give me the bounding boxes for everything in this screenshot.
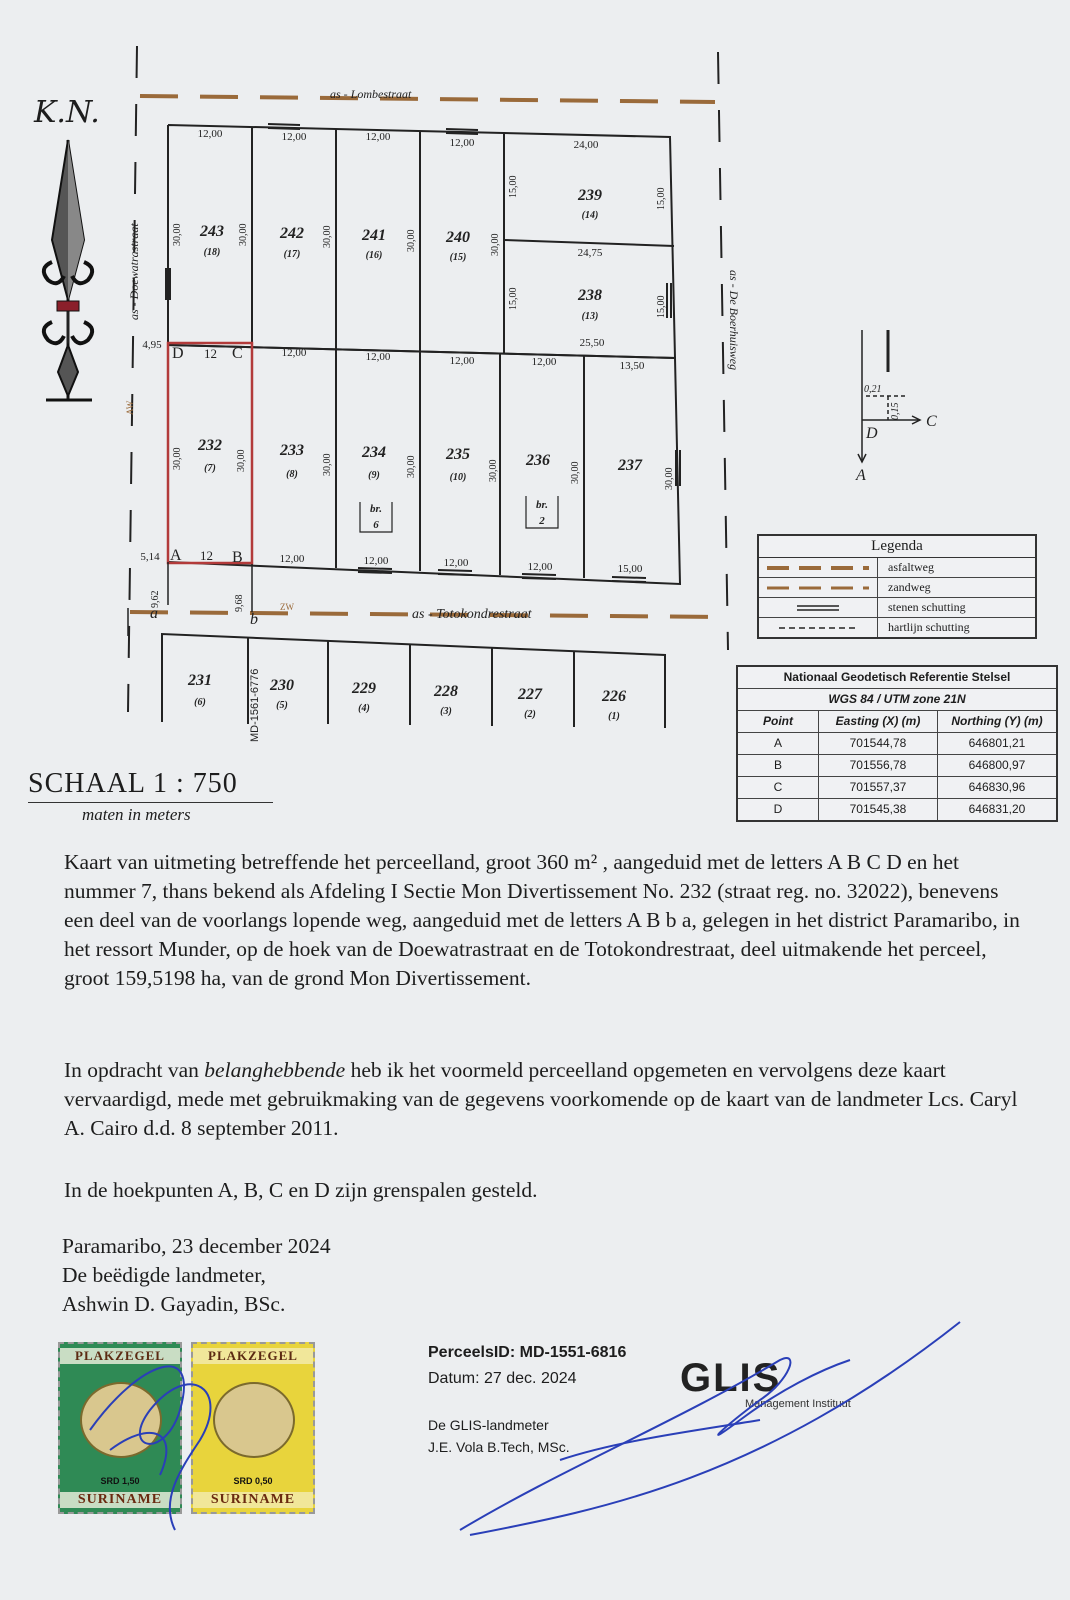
lot-number: 234: [362, 444, 386, 461]
dim-label: 30,00: [236, 449, 247, 472]
corner-point-a-lower: a: [150, 605, 158, 622]
lot-subnumber: (17): [283, 249, 301, 260]
lot-number: 242: [280, 225, 304, 242]
parcel-id-vertical: MD-1561-6776: [249, 668, 261, 742]
dim-label: 12: [200, 548, 213, 563]
dim-label: 30,00: [664, 467, 675, 490]
lot-number: 228: [434, 683, 458, 700]
lot-number: 231: [188, 672, 212, 689]
corner-point-b-lower: b: [250, 611, 258, 628]
lot-subnumber: (1): [608, 711, 620, 722]
lot-number: 235: [446, 446, 470, 463]
dim-label: 9,62: [150, 590, 161, 608]
dim-label: 12,00: [365, 131, 391, 143]
table-cell: 701544,78: [819, 733, 938, 754]
signer-name: Ashwin D. Gayadin, BSc.: [62, 1292, 286, 1316]
signer-role: De beëdigde landmeter,: [62, 1263, 266, 1287]
inset-point-a: A: [856, 467, 866, 484]
header-cell: Point: [738, 711, 819, 732]
building-label: 6: [373, 519, 379, 531]
dim-label: 15,00: [656, 187, 667, 210]
lot-subnumber: (6): [194, 697, 206, 708]
asphalt-road-symbol: [759, 558, 878, 577]
commission-paragraph: [64, 1056, 1024, 1143]
lot-number: 237: [618, 457, 642, 474]
dim-label: 12,00: [281, 347, 307, 359]
scale-block: [28, 768, 278, 825]
commission-text-start: In opdracht van: [64, 1058, 205, 1082]
north-arrow-icon: [44, 140, 92, 400]
dim-label: 13,50: [619, 360, 645, 372]
dim-label: 30,00: [322, 453, 333, 476]
survey-map: [0, 0, 1070, 760]
dim-label: 15,00: [508, 287, 519, 310]
north-label: K.N.: [34, 95, 100, 130]
description-text: Kaart van uitmeting betreffende het perceelland, groot 360 m² , aangeduid met de letters A B C D en het nummer 7, thans bekend als Afdeling I Sectie Mon Divertissement No. 232 (straat reg. no. 32022), benevens een deel van de voorlangs lopende weg, aangeduid met de letters A B b a, gelegen in het district Paramaribo, in het ressort Munder, op de hoek van de Doewatrastraat en de Totokondrestraat, deel uitmakende het perceel, groot 159,5198 ha, van de grond Mon Divertissement.: [64, 850, 1020, 990]
perceel-id: PerceelsID: MD-1551-6816: [428, 1344, 627, 1361]
scale-subtitle: maten in meters: [82, 805, 191, 824]
dim-label: 30,00: [406, 229, 417, 252]
scale-bar: [28, 802, 273, 803]
dim-label: 4,95: [142, 339, 162, 351]
table-cell: 701545,38: [819, 799, 938, 820]
table-cell: A: [738, 733, 819, 754]
glis-landmeter-role: De GLIS-landmeter: [428, 1417, 549, 1433]
commission-text-end: heb ik het voormeld perceelland opgemeten en vervolgens deze kaart vervaardigd, mede met gebruikmaking van de gegevens voorkomende op de kaart van de landmeter Lcs. Caryl A. Cairo d.d. 8 september 2011.: [64, 1058, 1018, 1140]
handwritten-signature: [0, 1300, 1070, 1600]
table-row: [738, 799, 1056, 820]
street-label-left: as - Doewatrastraat: [127, 223, 141, 320]
table-cell: 646831,20: [968, 802, 1026, 816]
stamp-country: SURINAME: [60, 1492, 180, 1508]
stamp-title: PLAKZEGEL: [60, 1348, 180, 1364]
table-cell: D: [738, 799, 819, 820]
stamp-country: SURINAME: [193, 1492, 313, 1508]
dim-label: 24,00: [573, 139, 599, 151]
legend-label: asfaltweg: [888, 560, 934, 574]
geodetic-table: [736, 665, 1058, 822]
dim-label: 30,00: [172, 447, 183, 470]
legend-row: [759, 598, 1035, 618]
table-cell: 701556,78: [819, 755, 938, 776]
dim-label: 12: [204, 346, 217, 361]
inset-dim: 0,15: [890, 402, 901, 420]
lot-subnumber: (7): [204, 463, 216, 474]
geo-table-subtitle: WGS 84 / UTM zone 21N: [828, 692, 966, 706]
commission-text-italic: belanghebbende: [204, 1058, 346, 1082]
dim-label: 25,50: [579, 337, 605, 349]
table-cell: 646801,21: [968, 736, 1026, 750]
stone-fence-symbol: [759, 598, 878, 617]
center-fence-symbol: [759, 618, 878, 637]
commission-text: [64, 1056, 1024, 1143]
dim-label: 30,00: [570, 461, 581, 484]
glis-logo-subtitle: Management Instituut: [745, 1398, 851, 1410]
lot-subnumber: (18): [203, 247, 221, 258]
dim-label: 12,00: [449, 137, 475, 149]
legend-label: zandweg: [888, 580, 931, 594]
stamp-value: SRD 1,50: [100, 1476, 140, 1486]
lot-subnumber: (10): [449, 472, 467, 483]
lot-number: 238: [578, 287, 602, 304]
lot-subnumber: (16): [365, 250, 383, 261]
legend-row: [759, 578, 1035, 598]
inset-point-d: D: [866, 425, 878, 442]
inset-dim: 0,21: [864, 384, 882, 395]
lot-subnumber: (14): [581, 210, 599, 221]
dim-label: 15,00: [617, 563, 643, 575]
lot-number: 241: [362, 227, 386, 244]
lot-subnumber: (13): [581, 311, 599, 322]
boundary-text: In de hoekpunten A, B, C en D zijn grenspalen gesteld.: [64, 1178, 538, 1202]
boundary-paragraph: [64, 1176, 1024, 1205]
dim-label: 12,00: [365, 351, 391, 363]
stamp-value: SRD 0,50: [233, 1476, 273, 1486]
lot-number: 239: [578, 187, 602, 204]
legend-row: [759, 558, 1035, 578]
table-row: [738, 777, 1056, 799]
dim-label: 12,00: [527, 561, 553, 573]
dim-label: 30,00: [172, 223, 183, 246]
lot-subnumber: (4): [358, 703, 370, 714]
lot-number: 232: [198, 437, 222, 454]
dim-label: 15,00: [656, 295, 667, 318]
dim-label: 5,14: [140, 551, 160, 563]
dim-label: 12,00: [449, 355, 475, 367]
lot-subnumber: (9): [368, 470, 380, 481]
header-cell: Easting (X) (m): [819, 711, 938, 732]
glis-date: Datum: 27 dec. 2024: [428, 1370, 577, 1387]
legend: [757, 534, 1037, 639]
street-label-right: as - De Boerhuisweg: [727, 270, 741, 371]
street-label-top: as - Lombestraat: [330, 87, 412, 101]
lot-number: 229: [352, 680, 376, 697]
lot-subnumber: (5): [276, 700, 288, 711]
dim-label: 12,00: [363, 555, 389, 567]
lot-number: 226: [602, 688, 626, 705]
place-date: Paramaribo, 23 december 2024: [62, 1234, 331, 1258]
legend-row: [759, 618, 1035, 637]
legend-label: hartlijn schutting: [888, 620, 970, 634]
table-cell: B: [738, 755, 819, 776]
lot-subnumber: (2): [524, 709, 536, 720]
dim-label: 30,00: [488, 459, 499, 482]
road-mark-zw: ZW: [280, 602, 294, 612]
lot-number: 233: [280, 442, 304, 459]
inset-diagram: [858, 330, 920, 462]
dim-label: 15,00: [508, 175, 519, 198]
corner-point-c: C: [232, 345, 243, 362]
description-paragraph: [64, 848, 1024, 993]
lot-number: 240: [446, 229, 470, 246]
dim-label: 12,00: [443, 557, 469, 569]
legend-label: stenen schutting: [888, 600, 966, 614]
lot-number: 230: [270, 677, 294, 694]
corner-point-b: B: [232, 549, 243, 566]
header-cell: Northing (Y) (m): [951, 714, 1043, 728]
legend-title: Legenda: [759, 536, 1035, 558]
stamp-title: PLAKZEGEL: [193, 1348, 313, 1364]
street-label-bottom: as - Totokondrestraat: [412, 607, 532, 622]
table-row: [738, 755, 1056, 777]
road-mark-aw: AW: [125, 400, 135, 415]
corner-point-d: D: [172, 345, 184, 362]
dim-label: 9,68: [234, 594, 245, 612]
glis-landmeter-name: J.E. Vola B.Tech, MSc.: [428, 1439, 570, 1455]
lot-number: 227: [518, 686, 542, 703]
lot-subnumber: (8): [286, 469, 298, 480]
lot-subnumber: (3): [440, 706, 452, 717]
scale-title: SCHAAL 1 : 750: [28, 768, 238, 799]
building-label: br.: [370, 503, 382, 515]
lot-number: 243: [200, 223, 224, 240]
dim-label: 24,75: [577, 247, 603, 259]
geo-table-title: Nationaal Geodetisch Referentie Stelsel: [783, 670, 1011, 684]
corner-point-a: A: [170, 547, 182, 564]
dim-label: 12,00: [531, 356, 557, 368]
dim-label: 30,00: [490, 233, 501, 256]
building-label: br.: [536, 499, 548, 511]
dim-label: 12,00: [281, 131, 307, 143]
dim-label: 30,00: [322, 225, 333, 248]
dim-label: 30,00: [238, 223, 249, 246]
lot-subnumber: (15): [449, 252, 467, 263]
lot-number: 236: [526, 452, 550, 469]
glis-logo: GLIS: [680, 1356, 782, 1400]
table-cell: 701557,37: [819, 777, 938, 798]
building-label: 2: [539, 515, 545, 527]
sand-road-symbol: [759, 578, 878, 597]
table-cell: C: [738, 777, 819, 798]
block-south: [162, 634, 665, 728]
inset-point-c: C: [926, 413, 937, 430]
dim-label: 12,00: [197, 128, 223, 140]
table-cell: 646830,96: [968, 780, 1026, 794]
geo-table-header: [738, 711, 1056, 733]
table-cell: 646800,97: [968, 758, 1026, 772]
table-row: [738, 733, 1056, 755]
dim-label: 30,00: [406, 455, 417, 478]
dim-label: 12,00: [279, 553, 305, 565]
